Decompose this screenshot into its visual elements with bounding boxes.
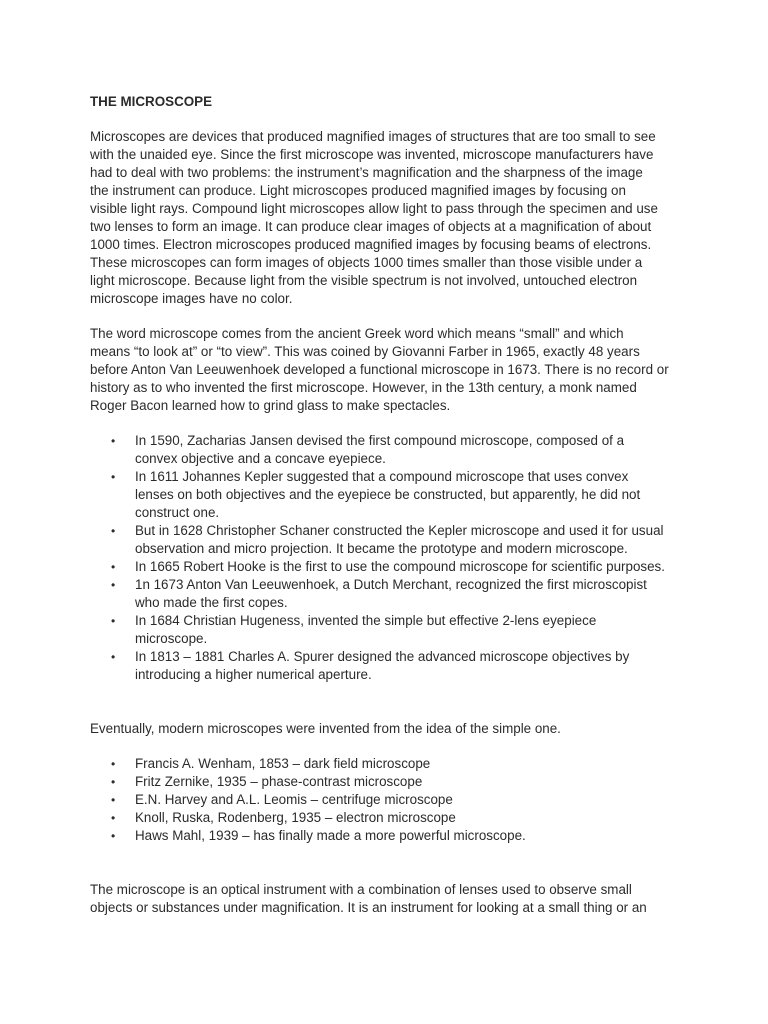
etymology-paragraph: The word microscope comes from the ancient Greek word which means “small” and which means “to look at” or “to view”. This was coined by Giovanni Farber in 1965, exactly 48 years before Anton Van Leeuwenhoek developed a functional microscope in 1673. There is no record or history as to who invented the first microscope. However, in the 13th century, a monk named Roger Bacon learned how to grind glass to make spectacles.: [90, 326, 669, 413]
document-page: [90, 93, 690, 934]
page-title: THE MICROSCOPE: [90, 94, 213, 109]
list-item: [90, 773, 690, 791]
list-item-text: In 1813 – 1881 Charles A. Spurer designed the advanced microscope objectives by introducing a higher numerical aperture.: [135, 649, 630, 682]
list-item-text: Haws Mahl, 1939 – has finally made a more powerful microscope.: [135, 828, 526, 843]
list-item-text: E.N. Harvey and A.L. Leomis – centrifuge microscope: [135, 792, 453, 807]
list-item-text: 1n 1673 Anton Van Leeuwenhoek, a Dutch Merchant, recognized the first microscopist who made the first copes.: [135, 577, 647, 610]
spacer: [90, 863, 690, 881]
bullet-icon: •: [111, 434, 116, 448]
list-item: [90, 558, 690, 576]
bullet-icon: •: [111, 578, 116, 592]
list-item-text: In 1665 Robert Hooke is the first to use the compound microscope for scientific purposes.: [135, 559, 665, 574]
list-item: [90, 827, 690, 845]
bullet-icon: •: [111, 811, 116, 825]
modern-intro-paragraph: Eventually, modern microscopes were invented from the idea of the simple one.: [90, 721, 561, 736]
list-item-text: In 1590, Zacharias Jansen devised the first compound microscope, composed of a convex objective and a concave eyepiece.: [135, 433, 625, 466]
bullet-icon: •: [111, 793, 116, 807]
list-item: [90, 755, 690, 773]
bullet-icon: •: [111, 829, 116, 843]
list-item: [90, 432, 690, 468]
bullet-icon: •: [111, 650, 116, 664]
history-list: [90, 432, 690, 684]
list-item: [90, 468, 690, 522]
bullet-icon: •: [111, 775, 116, 789]
list-item-text: In 1611 Johannes Kepler suggested that a compound microscope that uses convex lenses on both objectives and the eyepiece be constructed, but apparently, he did not construct one.: [135, 469, 641, 520]
list-item-text: Fritz Zernike, 1935 – phase-contrast microscope: [135, 774, 423, 789]
list-item-text: Francis A. Wenham, 1853 – dark field microscope: [135, 756, 431, 771]
spacer: [90, 702, 690, 720]
bullet-icon: •: [111, 470, 116, 484]
list-item-text: In 1684 Christian Hugeness, invented the simple but effective 2-lens eyepiece microscope.: [135, 613, 597, 646]
list-item: [90, 648, 690, 684]
bullet-icon: •: [111, 560, 116, 574]
bullet-icon: •: [111, 757, 116, 771]
list-item: [90, 522, 690, 558]
list-item: [90, 612, 690, 648]
list-item: [90, 809, 690, 827]
list-item: [90, 791, 690, 809]
list-item: [90, 576, 690, 612]
intro-paragraph: Microscopes are devices that produced magnified images of structures that are too small to see with the unaided eye. Since the first microscope was invented, microscope manufacturers have had to deal with two problems: the instrument’s magnification and the sharpness of the image the instrument can produce. Light microscopes produced magnified images by focusing on visible light rays. Compound light microscopes allow light to pass through the specimen and use two lenses to form an image. It can produce clear images of objects at a magnification of about 1000 times. Electron microscopes produced magnified images by focusing beams of electrons. These microscopes can form images of objects 1000 times smaller than those visible under a light microscope. Because light from the visible spectrum is not involved, untouched electron microscope images have no color.: [90, 129, 658, 306]
list-item-text: But in 1628 Christopher Schaner constructed the Kepler microscope and used it for usual observation and micro projection. It became the prototype and modern microscope.: [135, 523, 664, 556]
modern-list: [90, 755, 690, 845]
list-item-text: Knoll, Ruska, Rodenberg, 1935 – electron microscope: [135, 810, 456, 825]
bullet-icon: •: [111, 614, 116, 628]
bullet-icon: •: [111, 524, 116, 538]
definition-paragraph: The microscope is an optical instrument with a combination of lenses used to observe small objects or substances under magnification. It is an instrument for looking at a small thing or an: [90, 882, 647, 915]
